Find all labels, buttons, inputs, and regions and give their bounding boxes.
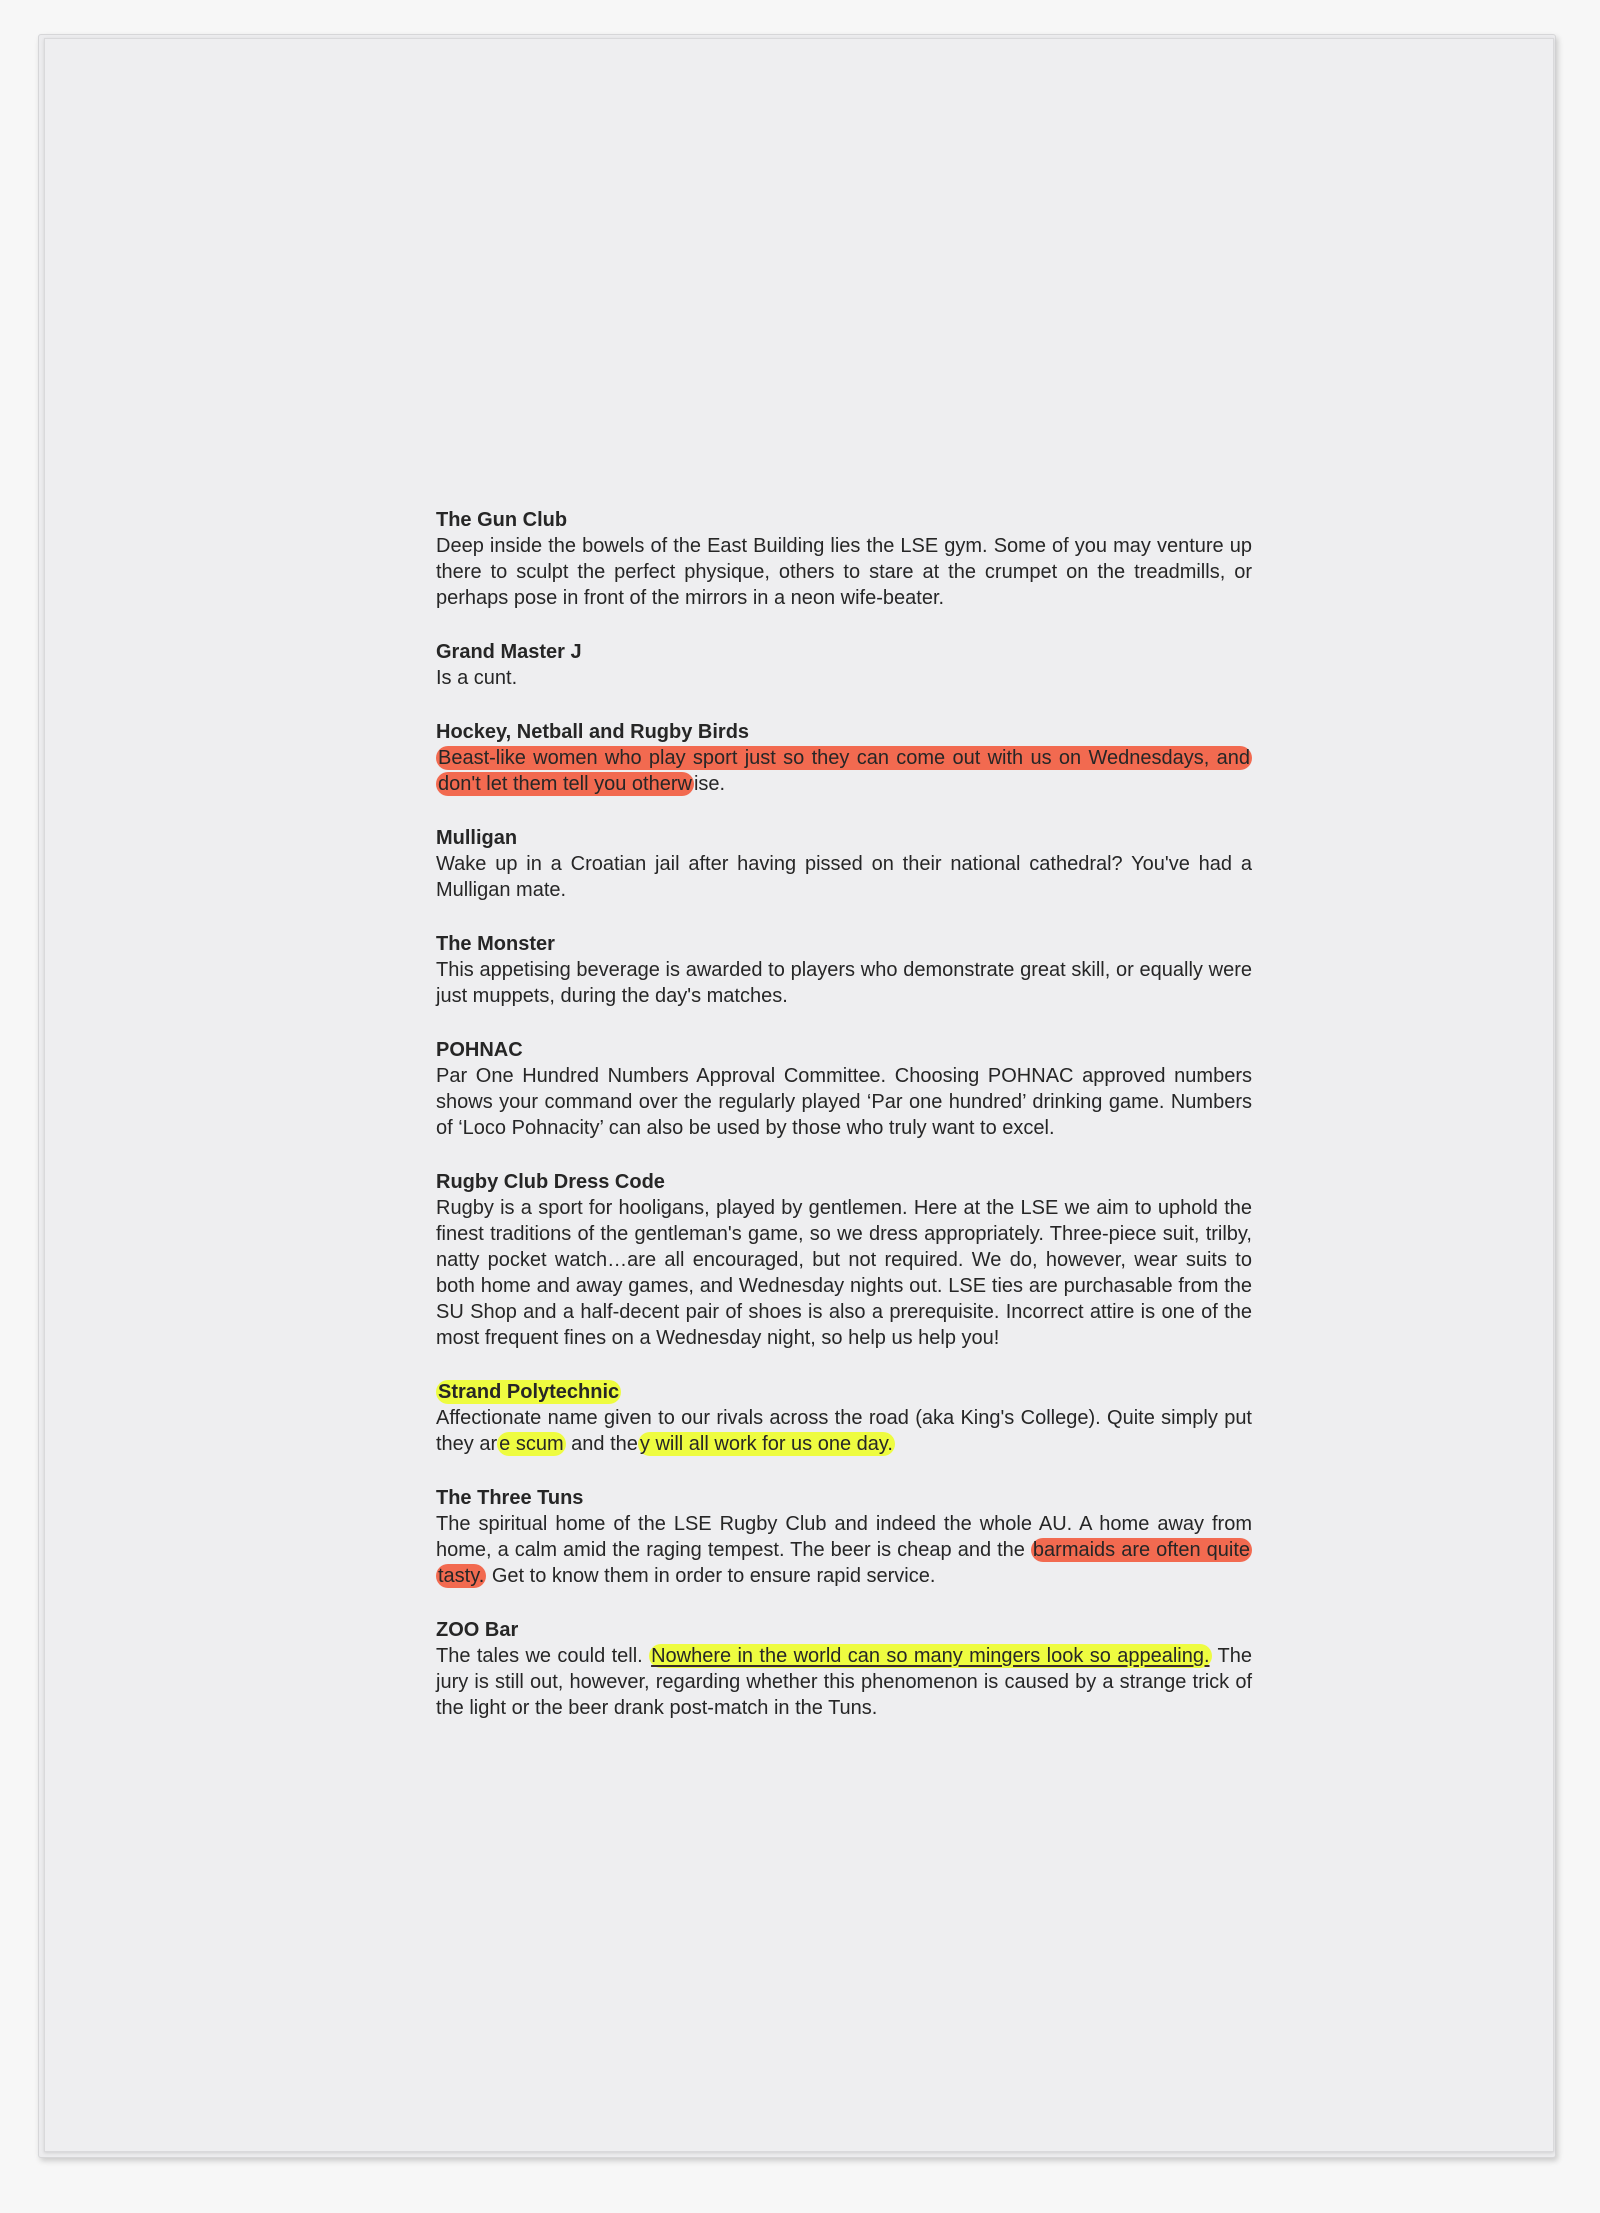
entry-body: Deep inside the bowels of the East Building lies the LSE gym. Some of you may venture up there to sculpt the perfect physique, others to stare at the crumpet on the treadmills, or perhaps pose in front of the mirrors in a neon wife-beater.	[436, 535, 1252, 609]
yellow-highlight: Strand Polytechnic	[438, 1381, 620, 1403]
red-highlight: Beast-like women who play sport just so they can come out with us on Wednesdays, and don't let them tell you otherw	[438, 747, 1250, 795]
entry-body	[436, 1511, 1252, 1589]
entry-the-monster	[436, 931, 1252, 1009]
entry-hockey-netball-rugby-birds	[436, 719, 1252, 797]
entry-title: The Monster	[436, 933, 555, 955]
red-highlight: barmaids are often quite tasty.	[438, 1539, 1251, 1587]
entry-title: Hockey, Netball and Rugby Birds	[436, 721, 750, 743]
entry-body: Par One Hundred Numbers Approval Committee. Choosing POHNAC approved numbers shows your command over the regularly played ‘Par one hundred’ drinking game. Numbers of ‘Loco Pohnacity’ can also be used by those who truly want to excel.	[436, 1065, 1252, 1139]
entry-grand-master-j	[436, 639, 1252, 691]
entry-body: Is a cunt.	[436, 667, 518, 689]
entry-body-text: and the	[565, 1433, 638, 1455]
yellow-highlight-underlined: Nowhere in the world can so many mingers look so appealing.	[651, 1645, 1210, 1667]
entry-title: Rugby Club Dress Code	[436, 1171, 665, 1193]
entry-body-text: The tales we could tell.	[436, 1645, 650, 1667]
entry-title	[436, 1379, 1252, 1405]
entry-body-text: The jury is still out, however, regarding whether this phenomenon is caused by a strange trick of the light or the beer drank post-match in the Tuns.	[436, 1645, 1252, 1719]
entry-body: Rugby is a sport for hooligans, played by gentlemen. Here at the LSE we aim to uphold the finest traditions of the gentleman's game, so we dress appropriately. Three-piece suit, trilby, natty pocket watch…are all encouraged, but not required. We do, however, wear suits to both home and away games, and Wednesday nights out. LSE ties are purchasable from the SU Shop and a half-decent pair of shoes is also a prerequisite. Incorrect attire is one of the most frequent fines on a Wednesday night, so help us help you!	[436, 1197, 1252, 1349]
entry-zoo-bar	[436, 1617, 1252, 1721]
entry-title: The Gun Club	[436, 509, 568, 531]
entry-pohnac	[436, 1037, 1252, 1141]
entry-body: Wake up in a Croatian jail after having pissed on their national cathedral? You've had a Mulligan mate.	[436, 853, 1252, 901]
entry-body-text: ise.	[693, 773, 726, 795]
entry-title: POHNAC	[436, 1039, 523, 1061]
entry-body	[436, 1643, 1252, 1721]
entry-strand-polytechnic	[436, 1379, 1252, 1457]
entry-body	[436, 745, 1252, 797]
yellow-highlight: y will all work for us one day.	[639, 1433, 893, 1455]
yellow-highlight: e scum	[499, 1433, 564, 1455]
glossary-content	[436, 507, 1252, 1749]
entry-body-text: Affectionate name given to our rivals across the road (aka King's College). Quite simply put they ar	[436, 1407, 1252, 1455]
entry-gun-club	[436, 507, 1252, 611]
entry-title: Mulligan	[436, 827, 518, 849]
entry-body: This appetising beverage is awarded to players who demonstrate great skill, or equally were just muppets, during the day's matches.	[436, 959, 1252, 1007]
entry-body-text: Get to know them in order to ensure rapid service.	[486, 1565, 936, 1587]
entry-body-text: The spiritual home of the LSE Rugby Club and indeed the whole AU. A home away from home, a calm amid the raging tempest. The beer is cheap and the	[436, 1513, 1252, 1561]
entry-rugby-club-dress-code	[436, 1169, 1252, 1351]
entry-title: The Three Tuns	[436, 1487, 584, 1509]
entry-body	[436, 1405, 1252, 1457]
entry-three-tuns	[436, 1485, 1252, 1589]
entry-title: Grand Master J	[436, 641, 582, 663]
entry-mulligan	[436, 825, 1252, 903]
entry-title: ZOO Bar	[436, 1619, 519, 1641]
